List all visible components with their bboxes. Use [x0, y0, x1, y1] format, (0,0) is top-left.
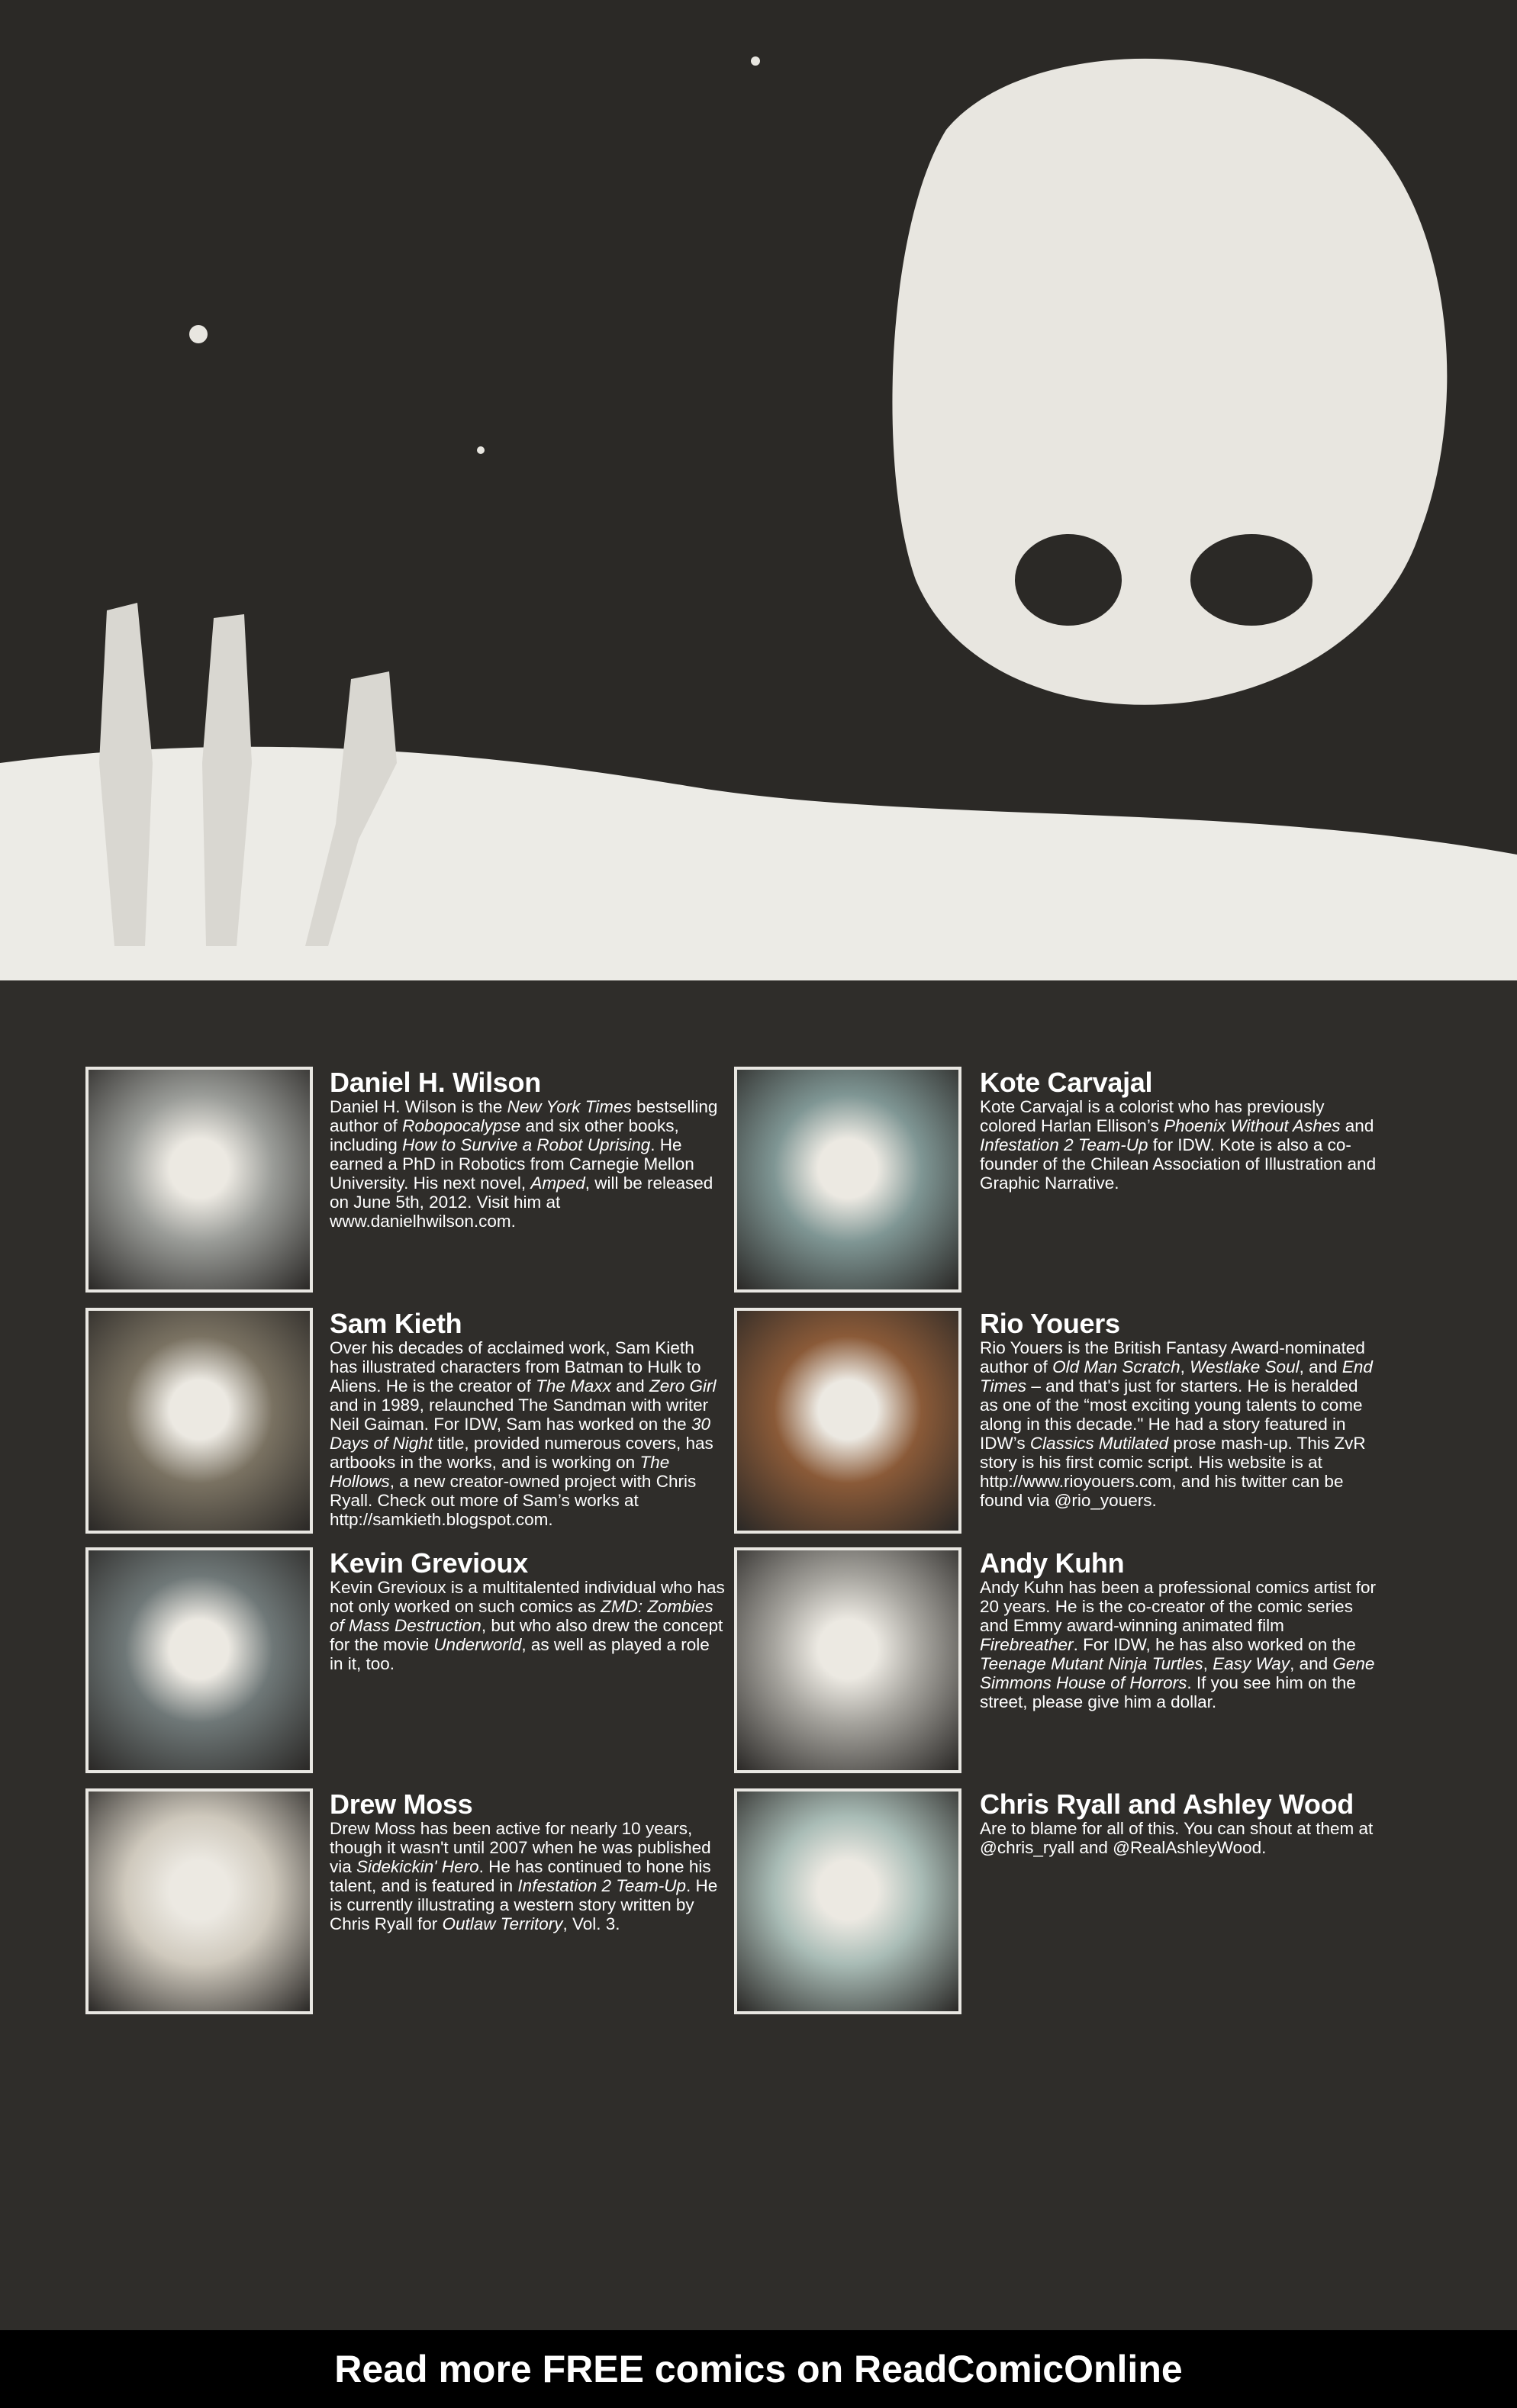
portrait-image: [85, 1067, 313, 1293]
portrait-image: [85, 1547, 313, 1773]
title-italic: Robopocalypse: [402, 1116, 521, 1135]
bio-text-segment: Kote Carvajal is a colorist who has previously colored Harlan Ellison’s: [980, 1097, 1325, 1135]
bio-text-segment: – and that's just for starters. He is heralded as one of the “most exciting young talents to come along in this decade." He had a story featured in IDW’s: [980, 1376, 1363, 1453]
title-italic: Gene Simmons House of Horrors: [980, 1654, 1375, 1692]
bio-text: [330, 1338, 726, 1529]
title-italic: Classics Mutilated: [1029, 1434, 1169, 1453]
bio-text-segment: Are to blame for all of this. You can shout at them at @chris_ryall and @RealAshleyWood.: [980, 1819, 1374, 1857]
bio-text-segment: . He earned a PhD in Robotics from Carnegie Mellon University. His next novel,: [330, 1135, 694, 1193]
title-italic: Amped: [530, 1173, 585, 1193]
bio-text-segment: , as well as played a role in it, too.: [330, 1635, 710, 1673]
title-italic: How to Survive a Robot Uprising: [402, 1135, 651, 1154]
title-italic: Teenage Mutant Ninja Turtles: [980, 1654, 1203, 1673]
bio-text-segment: . If you see him on the street, please give him a dollar.: [980, 1673, 1356, 1711]
bio-text-segment: and six other books, including: [330, 1116, 679, 1154]
title-italic: 30 Days of Night: [330, 1415, 710, 1453]
title-italic: Infestation 2 Team-Up: [517, 1876, 686, 1895]
title-italic: Outlaw Territory: [442, 1914, 563, 1933]
bio-name: Drew Moss: [330, 1788, 473, 1820]
bio-text-segment: prose mash-up. This ZvR story is his first comic script. His website is at http://www.rioyouers.com, and his twitter can be found via @rio_youers.: [980, 1434, 1366, 1510]
bio-entry: [330, 1068, 726, 1231]
bio-text-segment: for IDW. Kote is also a co-founder of the Chilean Association of Illustration and Graphic Narrative.: [980, 1135, 1377, 1193]
bio-entry: [980, 1549, 1377, 1711]
bio-entry: [980, 1309, 1377, 1510]
title-italic: The Maxx: [536, 1376, 611, 1396]
bio-entry: [330, 1549, 726, 1673]
bio-text-segment: , will be released on June 5th, 2012. Visit him at www.danielhwilson.com.: [330, 1173, 713, 1231]
title-italic: ZMD: Zombies of Mass Destruction: [330, 1597, 713, 1635]
bio-text-segment: and in 1989, relaunched The Sandman with writer Neil Gaiman. For IDW, Sam has worked on the: [330, 1396, 709, 1434]
bio-text-segment: Andy Kuhn has been a professional comics artist for 20 years. He is the co-creator of the comic series and Emmy award-winning animated film: [980, 1578, 1377, 1635]
bio-text: [980, 1819, 1377, 1857]
bio-text-segment: . He is currently illustrating a western story written by Chris Ryall for: [330, 1876, 718, 1933]
title-italic: New York Times: [507, 1097, 632, 1116]
bio-text-segment: and: [1340, 1116, 1374, 1135]
bio-text: [330, 1578, 726, 1673]
footer-link[interactable]: Read more FREE comics on ReadComicOnline: [334, 2348, 1183, 2390]
portrait-image: [734, 1067, 961, 1293]
title-italic: Old Man Scratch: [1052, 1357, 1180, 1376]
bio-text: [330, 1819, 726, 1933]
portrait-image: [734, 1547, 961, 1773]
title-italic: The Hollows: [330, 1453, 670, 1491]
bio-name: Kote Carvajal: [980, 1067, 1153, 1098]
bio-name: Andy Kuhn: [980, 1547, 1125, 1579]
title-italic: Sidekickin' Hero: [356, 1857, 479, 1876]
bio-text-segment: Rio Youers is the British Fantasy Award-nominated author of: [980, 1338, 1365, 1376]
title-italic: Firebreather: [980, 1635, 1074, 1654]
bio-name: Rio Youers: [980, 1308, 1120, 1339]
title-italic: Westlake Soul: [1190, 1357, 1300, 1376]
bio-name: Sam Kieth: [330, 1308, 462, 1339]
bio-text-segment: Daniel H. Wilson is the: [330, 1097, 507, 1116]
bio-name: Kevin Grevioux: [330, 1547, 528, 1579]
title-italic: Infestation 2 Team-Up: [980, 1135, 1148, 1154]
bio-text-segment: , and: [1290, 1654, 1333, 1673]
title-italic: Underworld: [433, 1635, 522, 1654]
bio-entry: [330, 1790, 726, 1933]
bio-entry: [330, 1309, 726, 1529]
portrait-image: [85, 1788, 313, 2014]
bio-text-segment: title, provided numerous covers, has artbooks in the works, and is working on: [330, 1434, 713, 1472]
portrait-image: [734, 1788, 961, 2014]
bio-entry: [980, 1068, 1377, 1193]
bio-text-segment: , Vol. 3.: [562, 1914, 620, 1933]
bio-text-segment: and: [610, 1376, 649, 1396]
bio-text-segment: , but who also drew the concept for the movie: [330, 1616, 723, 1654]
portrait-image: [85, 1308, 313, 1534]
bio-text: [330, 1097, 726, 1231]
bio-name: Chris Ryall and Ashley Wood: [980, 1788, 1354, 1820]
bio-text: [980, 1578, 1377, 1711]
bio-text: [980, 1097, 1377, 1193]
bio-text-segment: Over his decades of acclaimed work, Sam Kieth has illustrated characters from Batman to Hulk to Aliens. He is the creator of: [330, 1338, 701, 1396]
bio-text: [980, 1338, 1377, 1510]
title-italic: Zero Girl: [649, 1376, 717, 1396]
bio-entry: [980, 1790, 1377, 1857]
bio-text-segment: , and: [1299, 1357, 1342, 1376]
bio-text-segment: . For IDW, he has also worked on the: [1073, 1635, 1356, 1654]
bio-text-segment: , a new creator-owned project with Chris Ryall. Check out more of Sam’s works at http://samkieth.blogspot.com.: [330, 1472, 697, 1529]
portrait-image: [734, 1308, 961, 1534]
skull-shape: [892, 59, 1447, 705]
title-italic: End Times: [980, 1357, 1373, 1396]
bio-text-segment: ,: [1180, 1357, 1190, 1376]
bio-text-segment: Drew Moss has been active for nearly 10 years, though it wasn't until 2007 when he was published via: [330, 1819, 711, 1876]
cover-illustration: [0, 0, 1517, 980]
bio-text-segment: . He has continued to hone his talent, and is featured in: [330, 1857, 711, 1895]
bio-text-segment: bestselling author of: [330, 1097, 718, 1135]
title-italic: Phoenix Without Ashes: [1163, 1116, 1341, 1135]
bio-name: Daniel H. Wilson: [330, 1067, 541, 1098]
bio-text-segment: Kevin Grevioux is a multitalented individual who has not only worked on such comics as: [330, 1578, 725, 1616]
bio-text-segment: ,: [1203, 1654, 1213, 1673]
title-italic: Easy Way: [1213, 1654, 1290, 1673]
footer-banner[interactable]: [0, 2330, 1517, 2408]
